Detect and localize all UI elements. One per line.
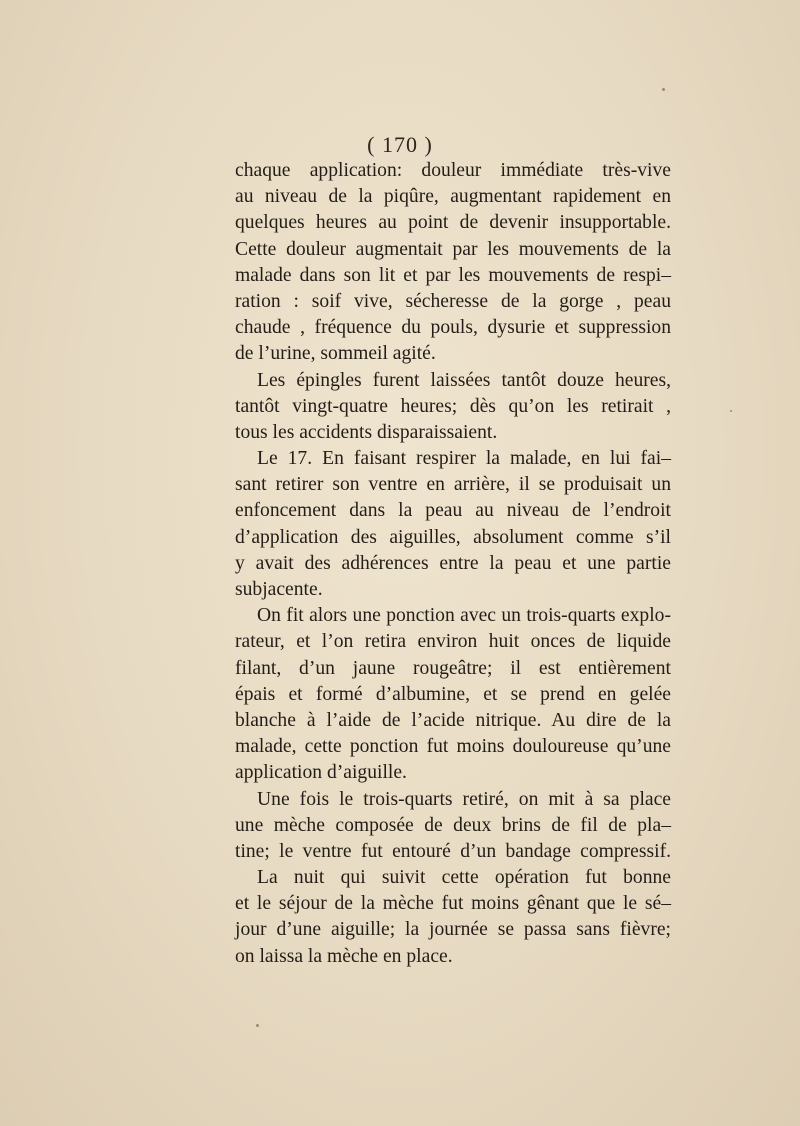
page-number: ( 170 )	[367, 132, 433, 157]
text-line: On fit alors une ponction avec un trois-quarts explo-	[257, 605, 671, 627]
text-line: La nuit qui suivit cette opération fut bonne	[257, 867, 671, 889]
text-line: Le 17. En faisant respirer la malade, en lui fai–	[257, 448, 671, 470]
text-line: sant retirer son ventre en arrière, il se produisait un	[235, 474, 671, 496]
text-line: une mèche composée de deux brins de fil de pla–	[235, 814, 671, 836]
text-line: rateur, et l’on retira environ huit onces de liquide	[235, 631, 671, 653]
text-line: malade dans son lit et par les mouvements de respi–	[235, 264, 671, 286]
text-line: Une fois le trois-quarts retiré, on mit à sa place	[257, 788, 671, 810]
text-line: d’application des aiguilles, absolument comme s’il	[235, 526, 671, 548]
text-line: tous les accidents disparaissaient.	[235, 421, 498, 443]
text-line: on laissa la mèche en place.	[235, 945, 453, 967]
text-line: jour d’une aiguille; la journée se passa sans fièvre;	[235, 919, 671, 941]
text-line: ration : soif vive, sécheresse de la gorge , peau	[235, 290, 671, 312]
text-line: enfoncement dans la peau au niveau de l’endroit	[235, 500, 671, 522]
paper-speck	[662, 88, 665, 91]
text-line: malade, cette ponction fut moins douloureuse qu’une	[235, 736, 671, 758]
text-line: application d’aiguille.	[235, 762, 407, 784]
text-line: blanche à l’aide de l’acide nitrique. Au dire de la	[235, 709, 671, 731]
paper-speck	[256, 1024, 259, 1027]
paper-speck	[730, 410, 732, 412]
text-line: quelques heures au point de devenir insupportable.	[235, 212, 671, 234]
text-line: y avait des adhérences entre la peau et une partie	[235, 552, 671, 574]
text-line: et le séjour de la mèche fut moins gênant que le sé–	[235, 893, 671, 915]
text-line: Cette douleur augmentait par les mouvements de la	[235, 238, 671, 260]
text-line: tine; le ventre fut entouré d’un bandage compressif.	[235, 840, 671, 862]
text-line: au niveau de la piqûre, augmentant rapidement en	[235, 186, 671, 208]
text-line: chaude , fréquence du pouls, dysurie et suppression	[235, 317, 671, 339]
text-line: Les épingles furent laissées tantôt douze heures,	[257, 369, 671, 391]
text-line: épais et formé d’albumine, et se prend en gelée	[235, 683, 671, 705]
text-line: tantôt vingt-quatre heures; dès qu’on les retirait ,	[235, 395, 671, 417]
body-text	[235, 158, 671, 970]
text-line: filant, d’un jaune rougeâtre; il est entièrement	[235, 657, 671, 679]
text-line: de l’urine, sommeil agité.	[235, 343, 436, 365]
text-line: chaque application: douleur immédiate très-vive	[235, 160, 671, 181]
text-line: subjacente.	[235, 579, 323, 600]
